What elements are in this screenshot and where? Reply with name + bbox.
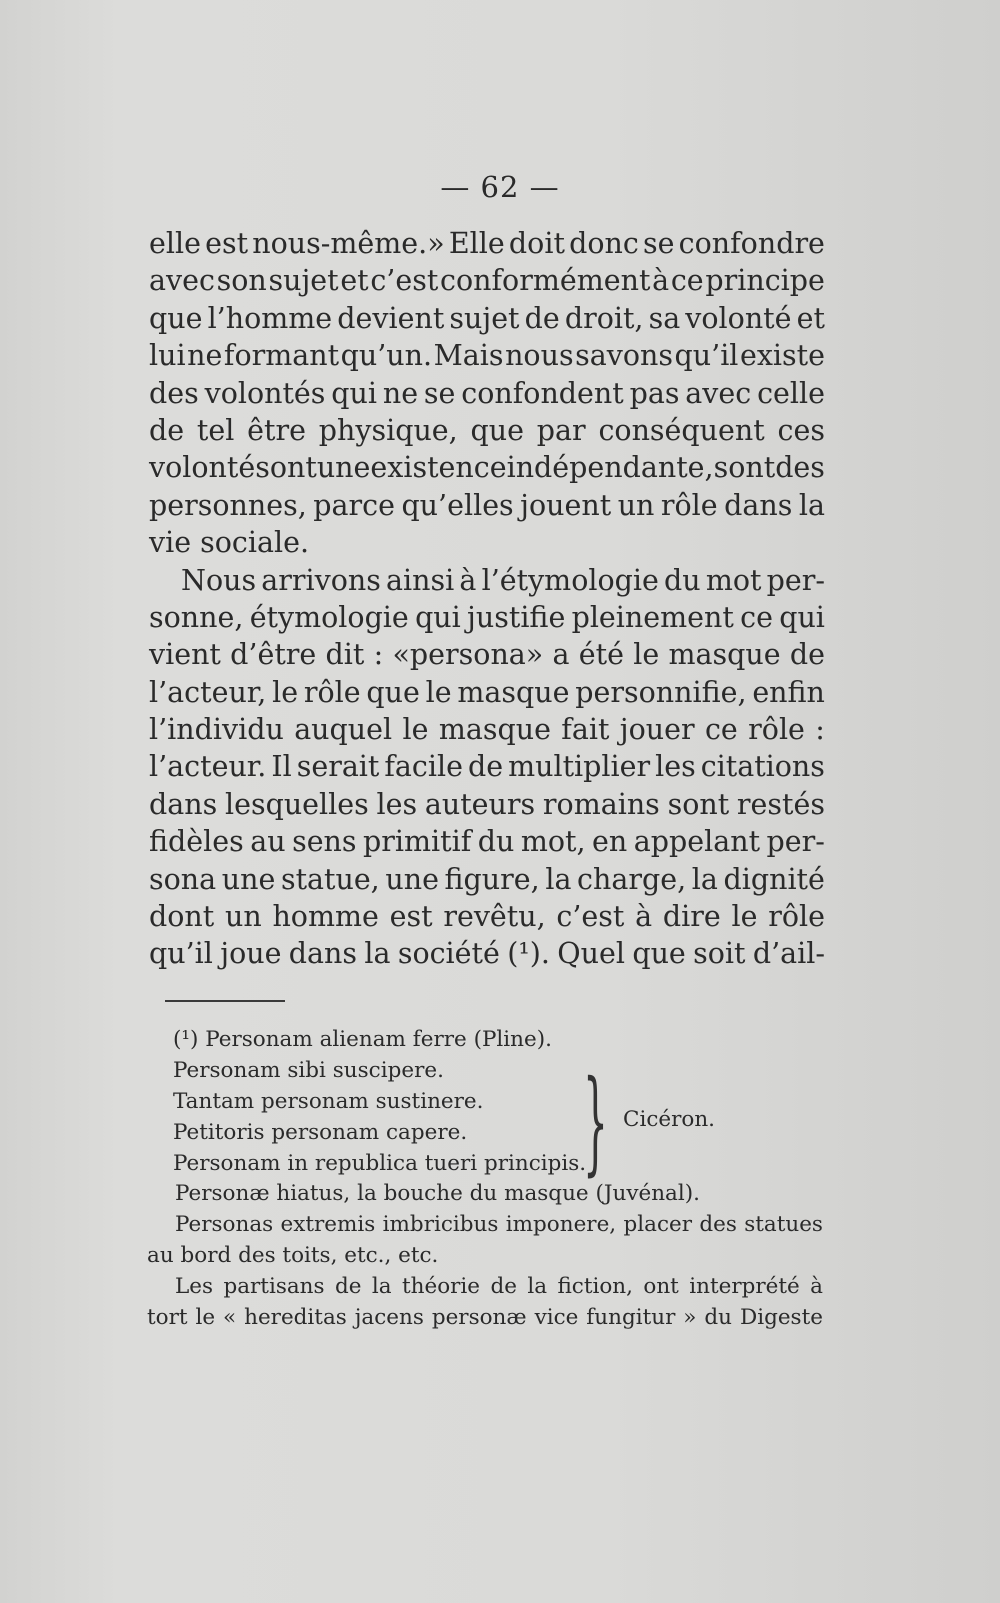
text-line: lui ne formant qu’un. Mais nous savons qu’il existe	[149, 339, 825, 373]
text-line: volontés ont une existence indépendante, sont des	[149, 451, 825, 485]
text-line: personnes, parce qu’elles jouent un rôle dans la	[149, 488, 825, 522]
text-line: dont un homme est revêtu, c’est à dire le rôle	[149, 900, 825, 934]
text-line: l’acteur. Il serait facile de multiplier les citations	[149, 750, 825, 784]
text-line: sona une statue, une figure, la charge, la dignité	[149, 862, 825, 896]
footnote-separator	[165, 1000, 285, 1002]
page-number: — 62 —	[440, 170, 560, 204]
text-line: Nous arrivons ainsi à l’étymologie du mot per-	[181, 563, 825, 597]
text-line: sonne, étymologie qui justifie pleinement ce qui	[149, 600, 825, 634]
curly-brace-icon: }	[583, 1057, 608, 1187]
footnote-attribution: Cicéron.	[623, 1107, 715, 1132]
footnote-line: Personam in republica tueri principis.	[173, 1151, 587, 1176]
footnote-continuation	[147, 1178, 823, 1333]
footnote-line: Petitoris personam capere.	[173, 1120, 468, 1145]
footnote-line: Personæ hiatus, la bouche du masque (Juvénal).	[175, 1181, 700, 1206]
main-text	[149, 225, 825, 973]
text-line: de tel être physique, que par conséquent ces	[149, 413, 825, 447]
text-line: vie sociale.	[149, 526, 310, 560]
footnote-line: tort le « hereditas jacens personæ vice fungitur » du Digeste	[147, 1305, 823, 1330]
footnote-line: Les partisans de la théorie de la fiction, ont interprété à	[175, 1274, 823, 1299]
text-line: vient d’être dit : «persona» a été le masque de	[149, 638, 825, 672]
text-line: dans lesquelles les auteurs romains sont restés	[149, 787, 825, 821]
footnote-line: Personam sibi suscipere.	[173, 1058, 444, 1083]
text-line: l’acteur, le rôle que le masque personnifie, enfin	[149, 675, 825, 709]
text-line: elle est nous-même.» Elle doit donc se confondre	[149, 227, 825, 260]
footnote-line: au bord des toits, etc., etc.	[147, 1243, 439, 1268]
text-line: que l’homme devient sujet de droit, sa volonté et	[149, 301, 825, 335]
text-line: fidèles au sens primitif du mot, en appelant per-	[149, 825, 825, 859]
text-line: des volontés qui ne se confondent pas avec celle	[149, 376, 825, 410]
text-line: l’individu auquel le masque fait jouer ce rôle :	[149, 713, 825, 747]
footnote-line: Personas extremis imbricibus imponere, placer des statues	[175, 1212, 823, 1237]
footnote-line: Tantam personam sustinere.	[173, 1089, 484, 1114]
text-line: qu’il joue dans la société (¹). Quel que soit d’ail-	[149, 937, 825, 971]
text-line: avec son sujet et c’est conformément à ce principe	[149, 264, 825, 298]
footnote-line: (¹) Personam alienam ferre (Pline).	[173, 1027, 552, 1052]
